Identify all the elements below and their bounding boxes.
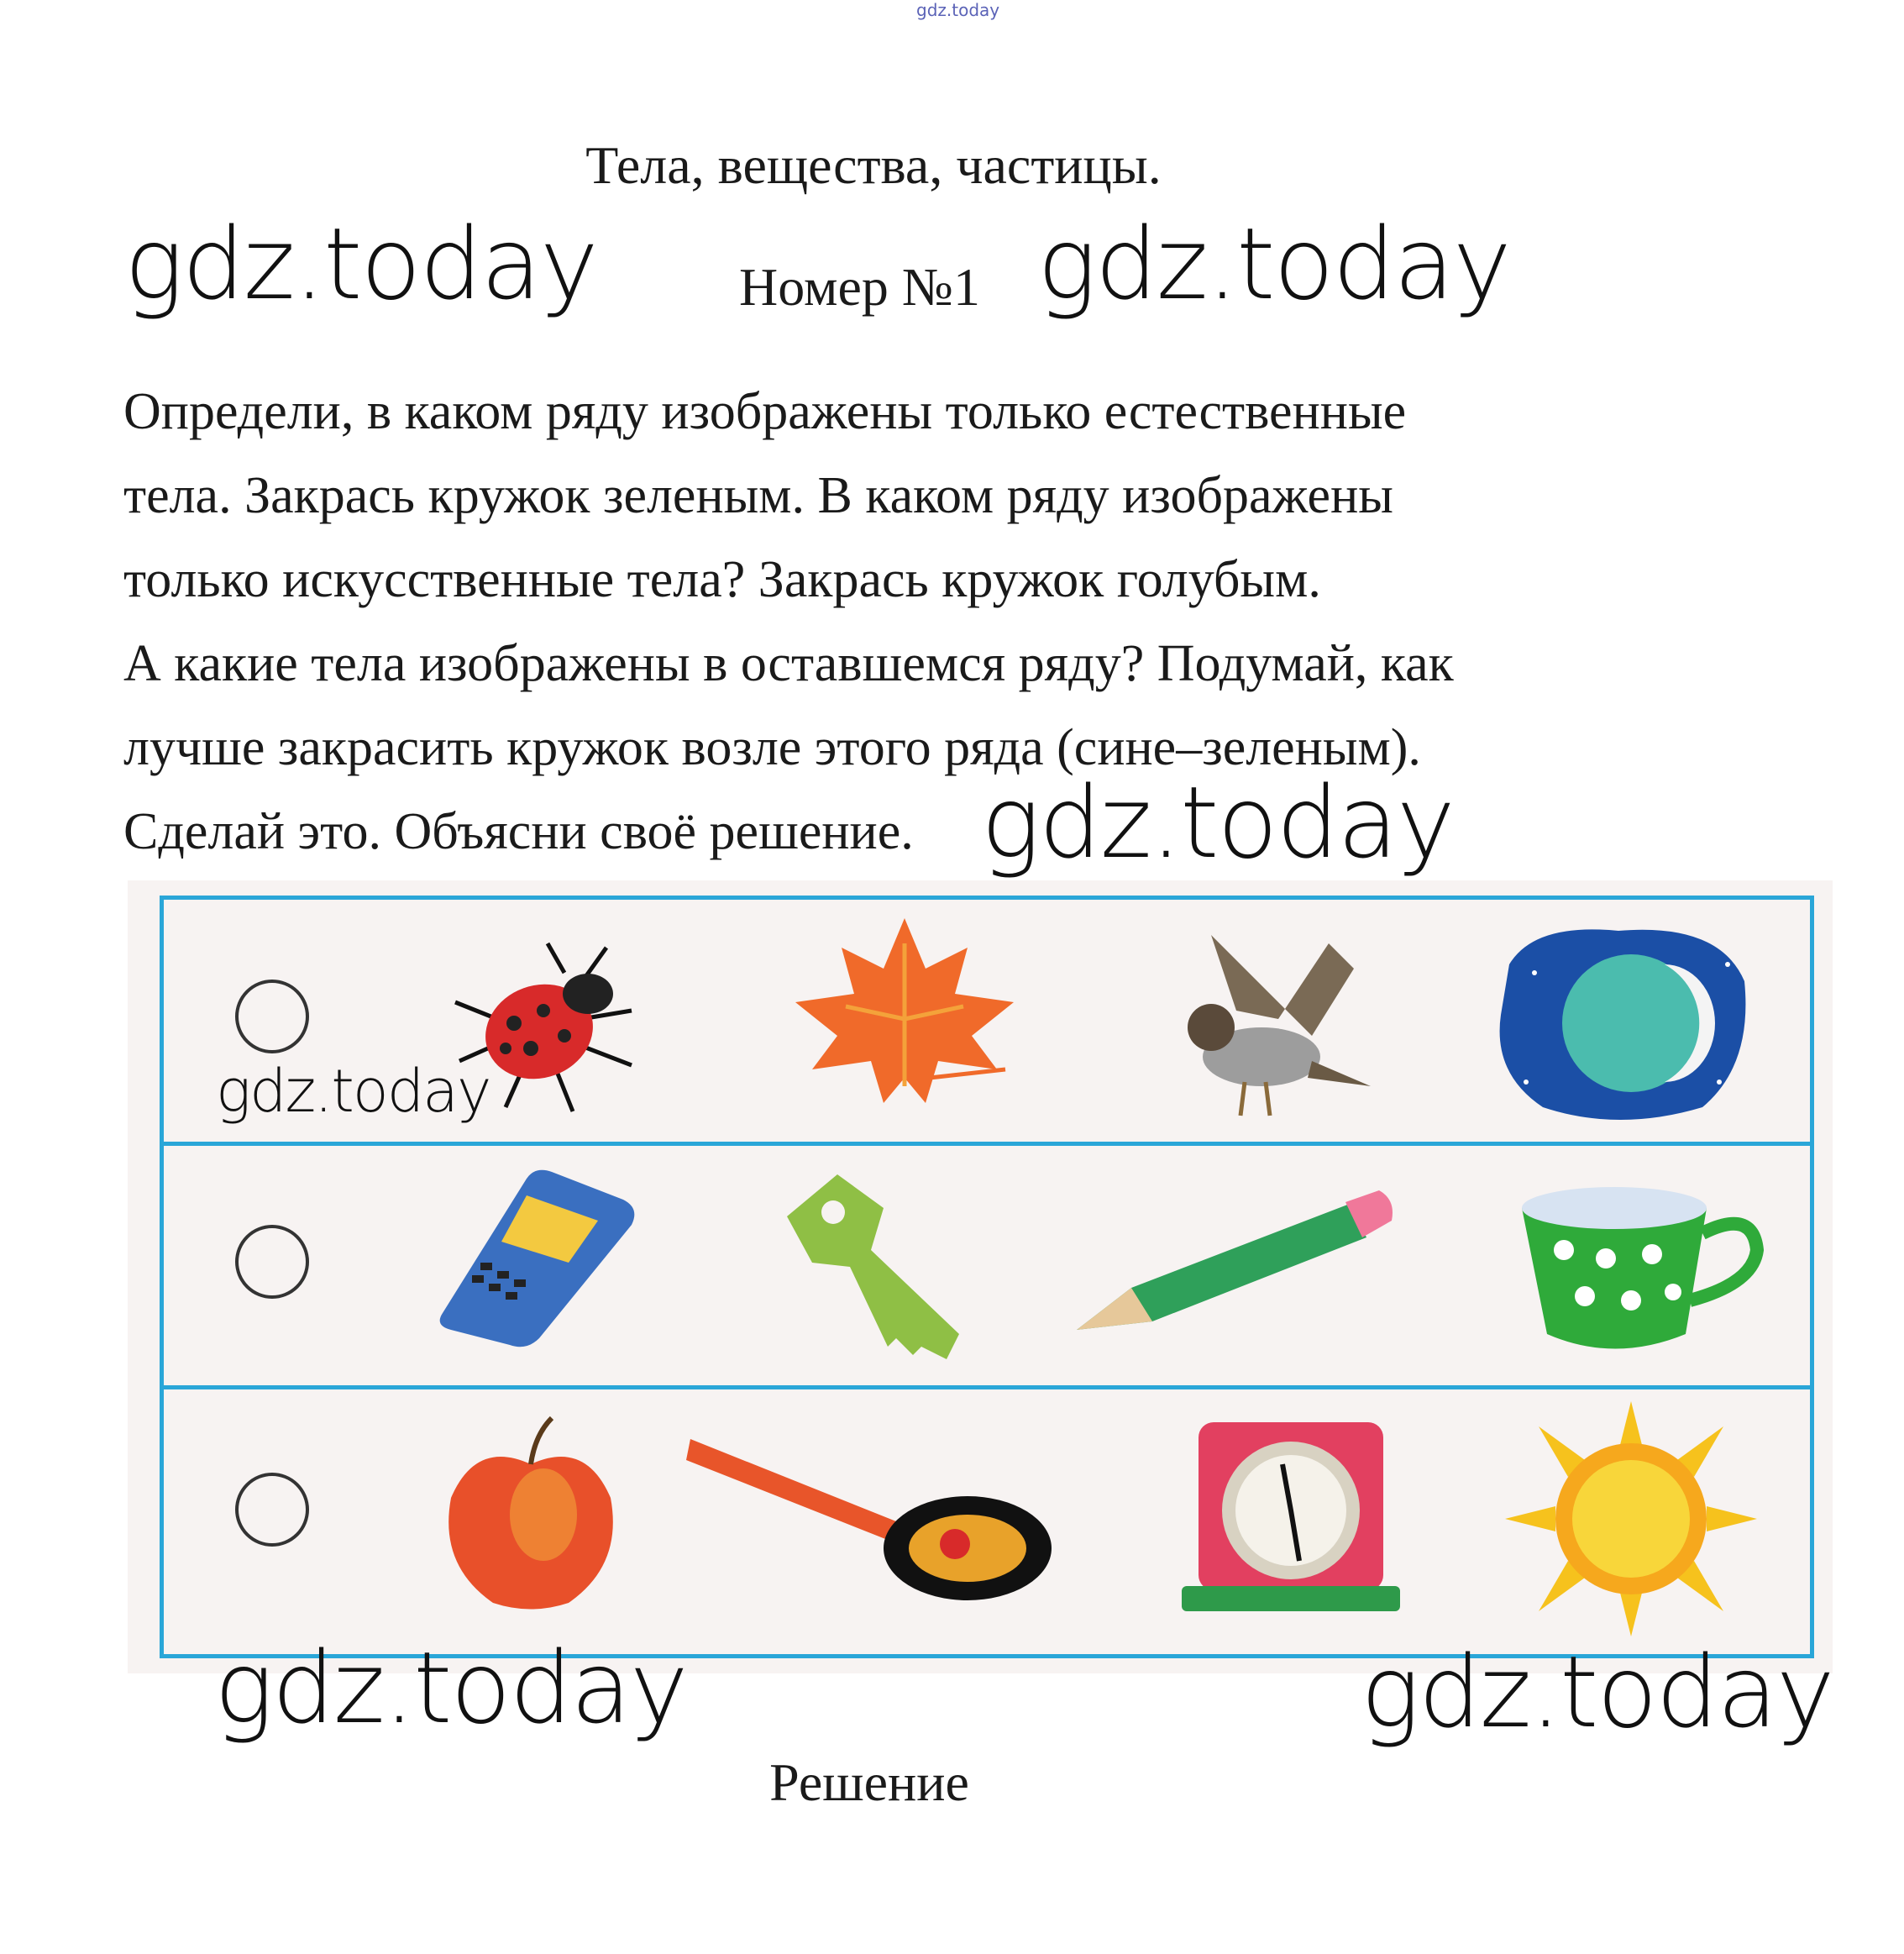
row2-answer-circle[interactable] [235,1225,309,1299]
row1-answer-circle[interactable] [235,980,309,1053]
solution-label: Решение [769,1752,969,1812]
task-line: только искусственные тела? Закрась кружок голубым. [123,551,1321,608]
key-icon [779,1166,989,1368]
task-line: Определи, в каком ряду изображены только естественные [123,383,1407,440]
apple-icon [434,1414,627,1615]
task-line: А какие тела изображены в оставшемся ряду? Подумай, как [123,635,1454,692]
row3-answer-circle[interactable] [235,1473,309,1547]
polka-dot-cup-icon [1513,1174,1765,1368]
watermark: gdz.today [1037,206,1510,322]
row-divider [164,1385,1810,1389]
page-title: Тела, вещества, частицы. [585,135,1162,195]
header-watermark: gdz.today [916,0,1000,20]
row-divider [164,1142,1810,1146]
task-line: Сделай это. Объясни своё решение. [123,803,914,860]
watermark: gdz.today [1361,1634,1833,1750]
task-number: Номер №1 [739,257,980,317]
sparrow-icon [1161,918,1387,1137]
moon-night-icon [1484,914,1761,1132]
pencil-icon [1073,1187,1408,1338]
task-line: тела. Закрась кружок зеленым. В каком ряду изображены [123,467,1393,524]
mobile-phone-icon [426,1162,653,1355]
watermark: gdz.today [214,1630,687,1746]
task-line: лучше закрасить кружок возле этого ряда (сине–зеленым). [123,719,1421,776]
watermark: gdz.today [124,206,597,322]
watermark: gdz.today [216,1057,490,1126]
task-text [123,370,1702,874]
picture-panel [128,880,1833,1673]
alarm-clock-icon [1182,1414,1400,1615]
sun-icon [1505,1401,1757,1636]
watermark: gdz.today [981,764,1454,880]
painted-spoon-icon [682,1422,1052,1607]
maple-leaf-icon [779,910,1031,1137]
